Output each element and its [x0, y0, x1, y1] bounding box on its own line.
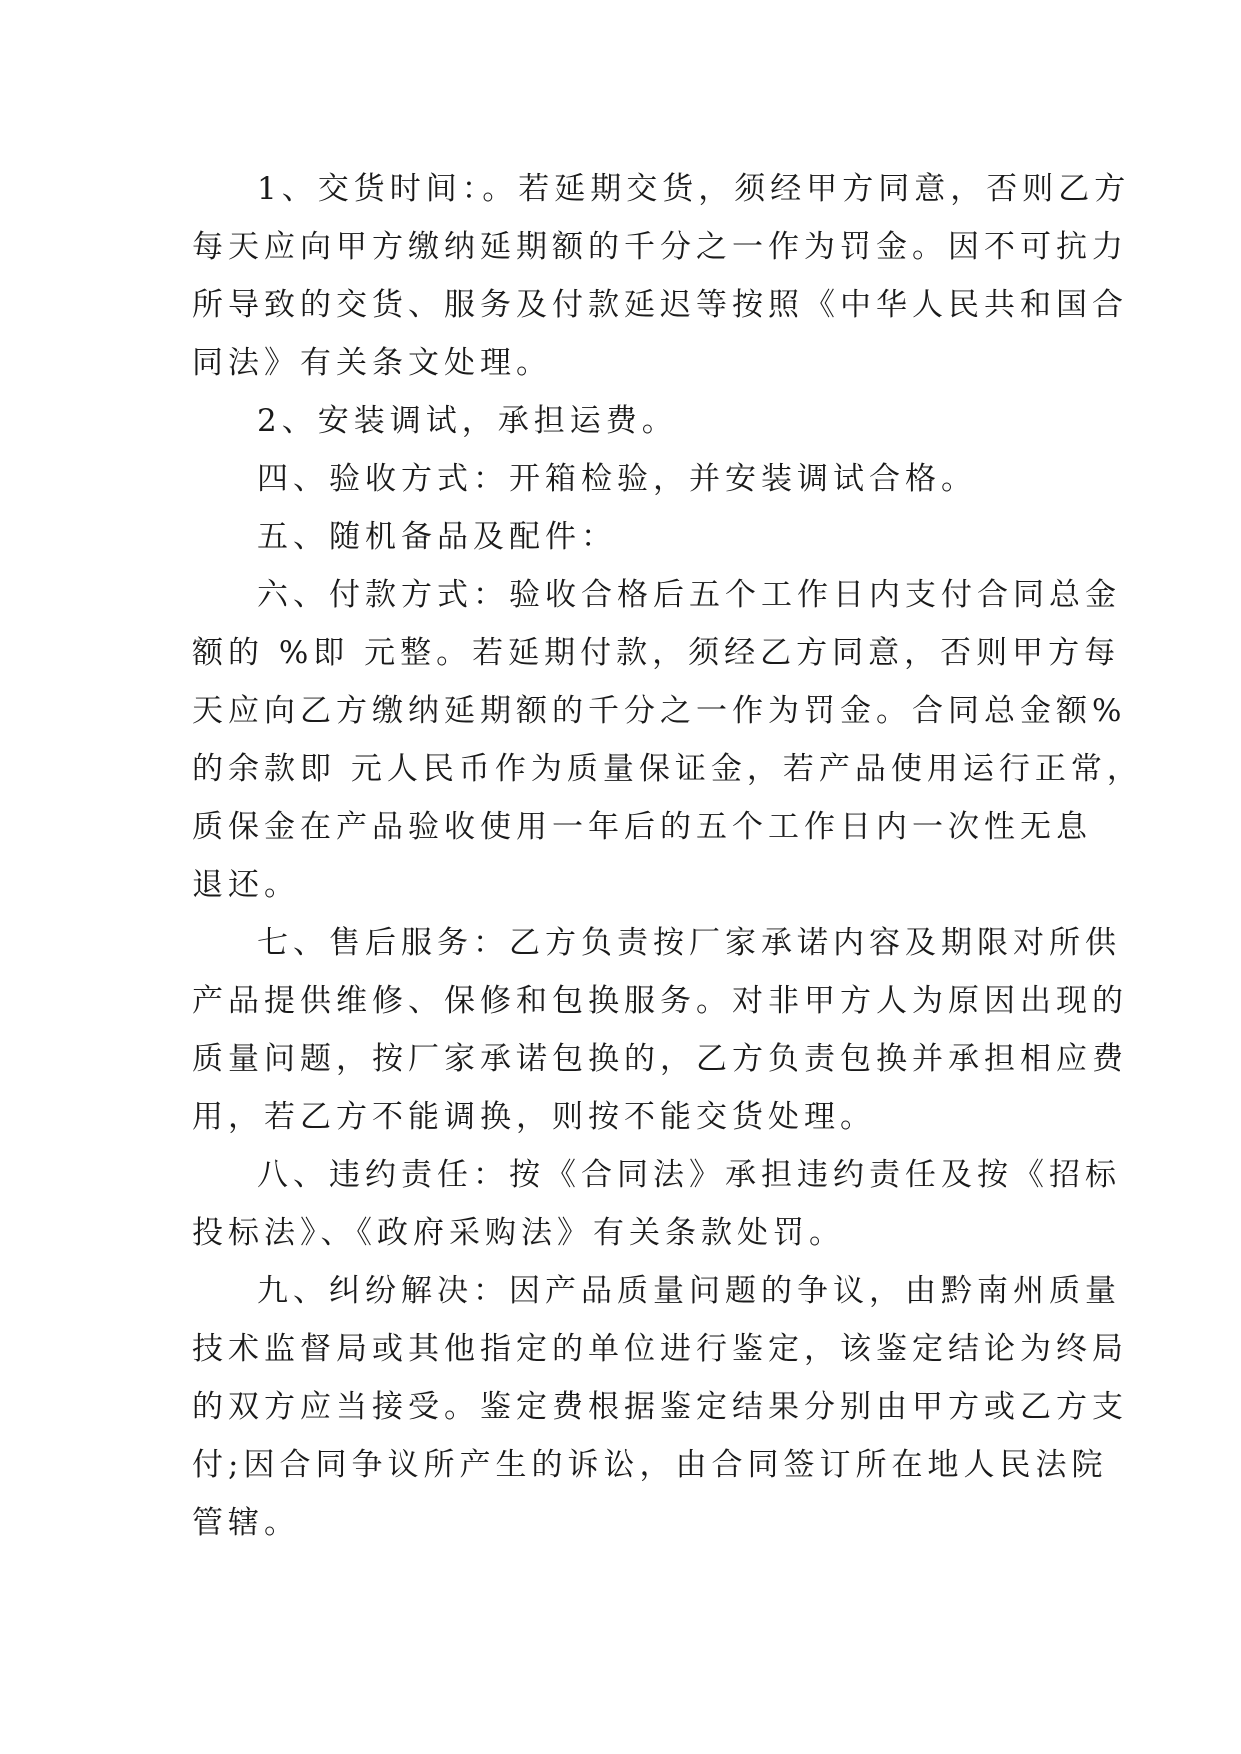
paragraph-disputes: [192, 1262, 1128, 1552]
paragraph-line: 的余款即 元人民币作为质量保证金，若产品使用运行正常，: [192, 751, 1143, 787]
paragraph-line: 2、安装调试，承担运费。: [257, 403, 678, 439]
paragraph-line: 技术监督局或其他指定的单位进行鉴定，该鉴定结论为终局: [192, 1331, 1128, 1367]
paragraph-line: 八、违约责任：按《合同法》承担违约责任及按《招标: [257, 1157, 1121, 1193]
paragraph-line: 1、交货时间：。若延期交货，须经甲方同意，否则乙方: [257, 171, 1131, 207]
paragraph-after-sales: [192, 914, 1128, 1146]
paragraph-delivery: [192, 160, 1131, 392]
paragraph-line: 产品提供维修、保修和包换服务。对非甲方人为原因出现的: [192, 983, 1128, 1019]
paragraph-payment: [192, 566, 1143, 914]
paragraph-spare-parts: [192, 508, 1072, 566]
paragraph-acceptance: [192, 450, 1072, 508]
paragraph-line: 付;因合同争议所产生的诉讼，由合同签订所在地人民法院: [192, 1447, 1108, 1483]
paragraph-line: 同法》有关条文处理。: [192, 345, 552, 381]
paragraph-line: 投标法》、《政府采购法》有关条款处罚。: [192, 1215, 845, 1251]
paragraph-line: 质量问题，按厂家承诺包换的，乙方负责包换并承担相应费: [192, 1041, 1128, 1077]
paragraph-line: 管辖。: [192, 1505, 300, 1541]
paragraph-line: 额的 %即 元整。若延期付款，须经乙方同意，否则甲方每: [192, 635, 1121, 671]
paragraph-line: 五、随机备品及配件：: [257, 519, 617, 555]
paragraph-line: 六、付款方式：验收合格后五个工作日内支付合同总金: [257, 577, 1121, 613]
paragraph-line: 的双方应当接受。鉴定费根据鉴定结果分别由甲方或乙方支: [192, 1389, 1128, 1425]
paragraph-line: 质保金在产品验收使用一年后的五个工作日内一次性无息: [192, 809, 1092, 845]
paragraph-liability: [192, 1146, 1121, 1262]
paragraph-installation: [192, 392, 1072, 450]
paragraph-line: 退还。: [192, 867, 300, 903]
contract-body: [192, 160, 1143, 1552]
paragraph-line: 七、售后服务：乙方负责按厂家承诺内容及期限对所供: [257, 925, 1121, 961]
paragraph-line: 天应向乙方缴纳延期额的千分之一作为罚金。合同总金额%: [192, 693, 1127, 729]
paragraph-line: 所导致的交货、服务及付款延迟等按照《中华人民共和国合: [192, 287, 1128, 323]
paragraph-line: 九、纠纷解决：因产品质量问题的争议，由黔南州质量: [257, 1273, 1121, 1309]
paragraph-line: 每天应向甲方缴纳延期额的千分之一作为罚金。因不可抗力: [192, 229, 1128, 265]
paragraph-line: 四、验收方式：开箱检验，并安装调试合格。: [257, 461, 977, 497]
paragraph-line: 用，若乙方不能调换，则按不能交货处理。: [192, 1099, 876, 1135]
